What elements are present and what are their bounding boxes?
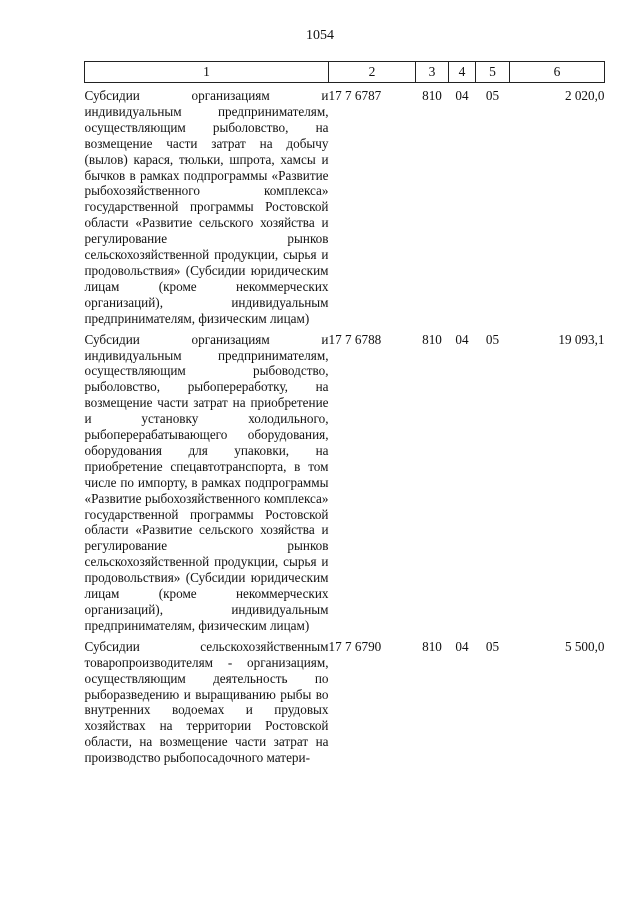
row-amount: 19 093,1 [558,331,605,347]
header-col-5: 5 [476,62,510,83]
row-col5: 05 [485,331,500,347]
row-code: 17 7 6787 [328,88,382,103]
table-row [85,327,605,634]
header-col-3: 3 [416,62,449,83]
page-number: 1054 [306,28,334,43]
row-col4: 04 [455,331,469,347]
row-col5: 05 [485,638,500,654]
table-row [85,634,605,766]
row-col3: 810 [422,638,442,654]
row-code: 17 7 6788 [328,331,382,347]
table-body [85,83,605,767]
header-row [85,62,605,83]
row-description: Субсидии организациям и индивидуальным предпринимателям, осуществляющим рыболовство, на возмещение части затрат на добычу (вылов) карася, тюльки, шпрота, хамсы и бычков в рамках подпрограммы «Развитие рыбохозяйственного комплекса» государственной программы Ростовской области «Развитие сельского хозяйства и регулирование рынков сельскохозяйственной продукции, сырья и продовольствия» (Субсидии юридическим лицам (кроме некоммерческих организаций), индивидуальным предпринимателям, физическим лицам) [84,88,329,326]
row-col3: 810 [422,331,442,347]
row-col4: 04 [455,638,469,654]
header-col-1: 1 [85,62,329,83]
row-col5: 05 [485,88,500,103]
header-col-4: 4 [449,62,476,83]
table-header [85,62,605,83]
row-description: Субсидии организациям и индивидуальным предпринимателям, осуществляющим рыбоводство, рыболовство, рыбопереработку, на возмещение части затрат на приобретение и установку холодильного, рыбоперерабатывающего оборудования, оборудования для упаковки, на приобретение спецавтотранспорта, в том числе по импорту, в рамках подпрограммы «Развитие рыбохозяйственного комплекса» государственной программы Ростовской области «Развитие сельского хозяйства и регулирование рынков сельскохозяйственной продукции, сырья и продовольствия» (Субсидии юридическим лицам (кроме некоммерческих организаций), индивидуальным предпринимателям, физическим лицам) [84,331,329,633]
header-col-6: 6 [510,62,605,83]
header-col-2: 2 [329,62,416,83]
row-amount: 5 500,0 [564,638,605,654]
row-amount: 2 020,0 [564,88,605,103]
budget-table [84,61,605,766]
row-code: 17 7 6790 [328,638,382,654]
row-col4: 04 [455,88,469,103]
table-row [85,83,605,327]
row-col3: 810 [422,88,442,103]
row-description: Субсидии сельскохозяйственным товаропроизводителям - организациям, осуществляющим деятельность по рыборазведению и выращиванию рыбы во внутренних водоемах и прудовых хозяйствах на территории Ростовской области, на возмещение части затрат на производство рыбопосадочного матери- [84,638,329,766]
